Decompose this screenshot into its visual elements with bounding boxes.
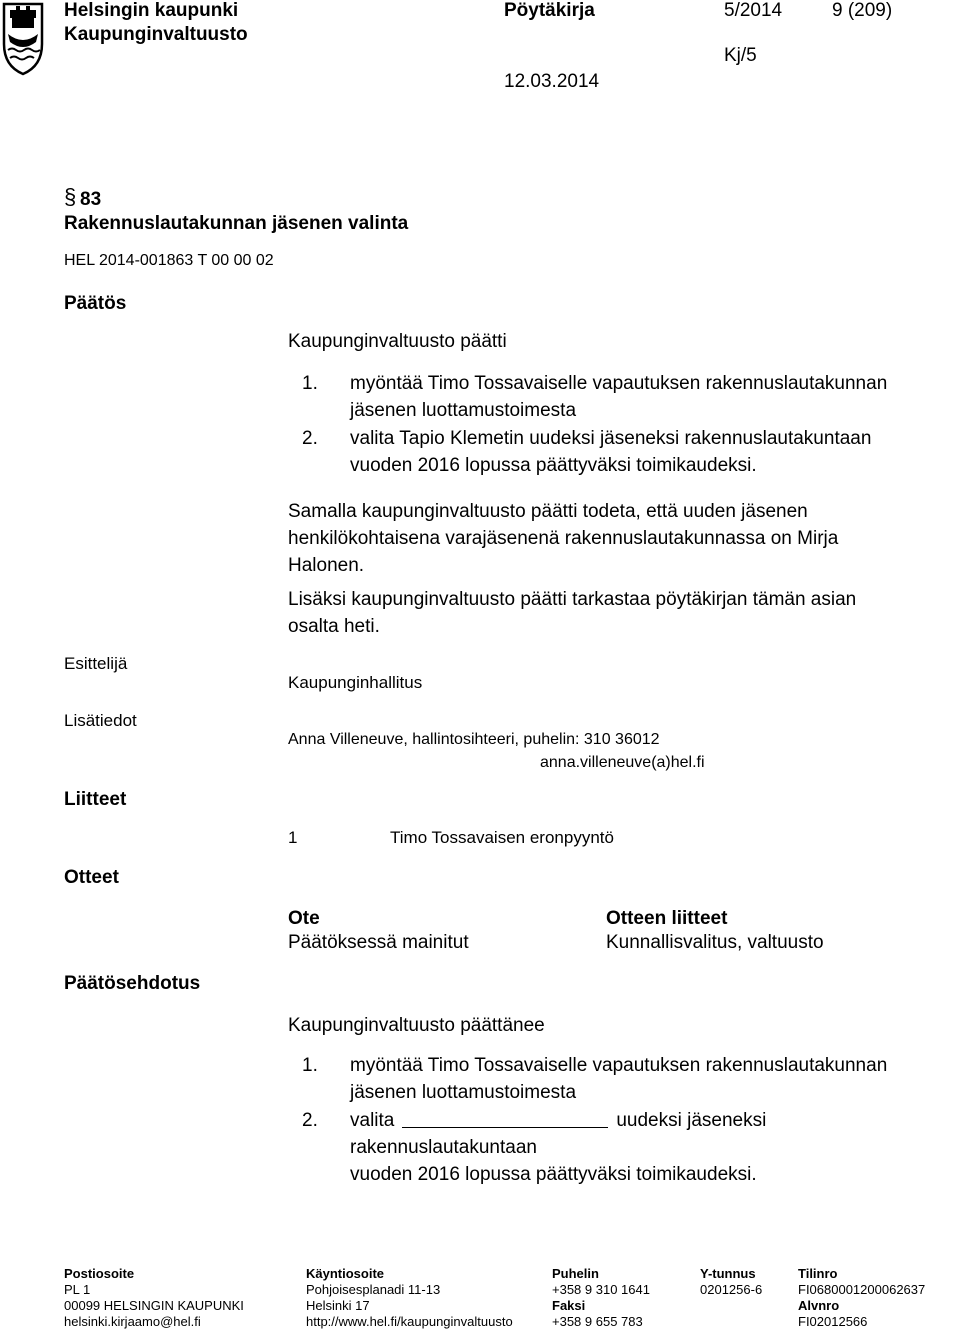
footer-col-phone	[552, 1266, 650, 1330]
info-label: Lisätiedot	[64, 711, 137, 730]
proposal-item-2-line-1	[350, 1107, 948, 1161]
header-org: Helsingin kaupunki	[64, 0, 239, 21]
extracts-label: Otteet	[64, 867, 119, 888]
proposal-item-2-pre: valita	[350, 1110, 395, 1131]
proposal-item-1-number: 1.	[302, 1055, 318, 1076]
attachments-label: Liitteet	[64, 789, 127, 810]
footer-vat-heading: Alvnro	[798, 1298, 840, 1313]
footer-fax-heading: Faksi	[552, 1298, 586, 1313]
footer-vat: FI02012566	[798, 1314, 868, 1329]
header-date: 12.03.2014	[504, 71, 600, 92]
presenter-value: Kaupunginhallitus	[288, 673, 423, 692]
footer-visit-line: Helsinki 17	[306, 1298, 370, 1313]
footer-email: helsinki.kirjaamo@hel.fi	[64, 1314, 201, 1329]
proposal-item-2-line-2: vuoden 2016 lopussa päättyväksi toimikaudeksi.	[350, 1164, 757, 1185]
proposal-item-2-post: uudeksi jäseneksi rakennuslautakuntaan	[350, 1110, 767, 1158]
decision-item-1-line-1: myöntää Timo Tossavaiselle vapautuksen rakennuslautakunnan	[350, 373, 888, 394]
attachment-name: Timo Tossavaisen eronpyyntö	[390, 828, 614, 847]
info-email: anna.villeneuve(a)hel.fi	[540, 754, 705, 771]
footer-col-visit	[306, 1266, 513, 1330]
item-number: 83	[80, 189, 102, 210]
proposal-item-2-number: 2.	[302, 1110, 318, 1131]
extract-col2-head: Otteen liitteet	[606, 908, 728, 929]
decision-heading: Päätös	[64, 293, 127, 314]
header-issue: 5/2014	[724, 0, 783, 21]
extract-col1-head: Ote	[288, 908, 320, 929]
decision-paragraph-1	[288, 498, 838, 579]
city-crest-logo	[0, 0, 46, 76]
footer-business-id-heading: Y-tunnus	[700, 1266, 756, 1281]
decision-item-2-line-2: vuoden 2016 lopussa päättyväksi toimikaudeksi.	[350, 455, 757, 476]
decision-item-2-line-1: valita Tapio Klemetin uudeksi jäseneksi rakennuslautakuntaan	[350, 428, 872, 449]
paragraph-1-line-2: henkilökohtaisena varajäsenenä rakennuslautakunnassa on Mirja	[288, 528, 839, 549]
paragraph-2-line-2: osalta heti.	[288, 616, 380, 637]
decision-paragraph-2	[288, 586, 856, 640]
extract-col1-value: Päätöksessä mainitut	[288, 932, 469, 953]
extract-col2-value: Kunnallisvalitus, valtuusto	[606, 932, 824, 953]
decision-item-1-line-2: jäsenen luottamustoimesta	[350, 400, 577, 421]
proposal-label: Päätösehdotus	[64, 973, 201, 994]
header-body: Kaupunginvaltuusto	[64, 24, 248, 45]
footer-website: http://www.hel.fi/kaupunginvaltuusto	[306, 1314, 513, 1329]
footer-postal-line: 00099 HELSINGIN KAUPUNKI	[64, 1298, 244, 1313]
footer-visit-heading: Käyntiosoite	[306, 1266, 385, 1281]
attachment-number: 1	[288, 828, 298, 847]
section-mark: §	[64, 184, 77, 209]
presenter-label: Esittelijä	[64, 654, 128, 673]
proposal-item-1-line-1: myöntää Timo Tossavaiselle vapautuksen rakennuslautakunnan	[350, 1055, 888, 1076]
item-title: Rakennuslautakunnan jäsenen valinta	[64, 213, 409, 234]
decision-intro: Kaupunginvaltuusto päätti	[288, 331, 507, 352]
footer-visit-line: Pohjoisesplanadi 11-13	[306, 1282, 441, 1297]
footer-phone: +358 9 310 1641	[552, 1282, 650, 1297]
footer-business-id: 0201256-6	[700, 1282, 763, 1297]
footer-col-account	[798, 1266, 925, 1330]
footer-postal-line: PL 1	[64, 1282, 91, 1297]
footer-account-heading: Tilinro	[798, 1266, 838, 1281]
paragraph-1-line-1: Samalla kaupunginvaltuusto päätti todeta, että uuden jäsenen	[288, 501, 808, 522]
footer-col-postal	[64, 1266, 244, 1330]
header-page: 9 (209)	[832, 0, 893, 21]
footer-phone-heading: Puhelin	[552, 1266, 599, 1281]
header-section: Kj/5	[724, 45, 757, 66]
decision-item-1-number: 1.	[302, 373, 318, 394]
footer-account: FI0680001200062637	[798, 1282, 926, 1297]
footer-fax: +358 9 655 783	[552, 1314, 643, 1329]
paragraph-1-line-3: Halonen.	[288, 555, 365, 576]
decision-item-2-number: 2.	[302, 428, 318, 449]
info-contact: Anna Villeneuve, hallintosihteeri, puhelin: 310 36012	[288, 731, 660, 748]
proposal-intro: Kaupunginvaltuusto päättänee	[288, 1015, 545, 1036]
header-doc-type: Pöytäkirja	[504, 0, 595, 21]
diary-number: HEL 2014-001863 T 00 00 02	[64, 252, 274, 269]
proposal-item-1-line-2: jäsenen luottamustoimesta	[350, 1082, 577, 1103]
footer-col-business-id	[700, 1266, 762, 1298]
paragraph-2-line-1: Lisäksi kaupunginvaltuusto päätti tarkastaa pöytäkirjan tämän asian	[288, 589, 857, 610]
footer-postal-heading: Postiosoite	[64, 1266, 135, 1281]
member-name-blank	[402, 1109, 608, 1128]
